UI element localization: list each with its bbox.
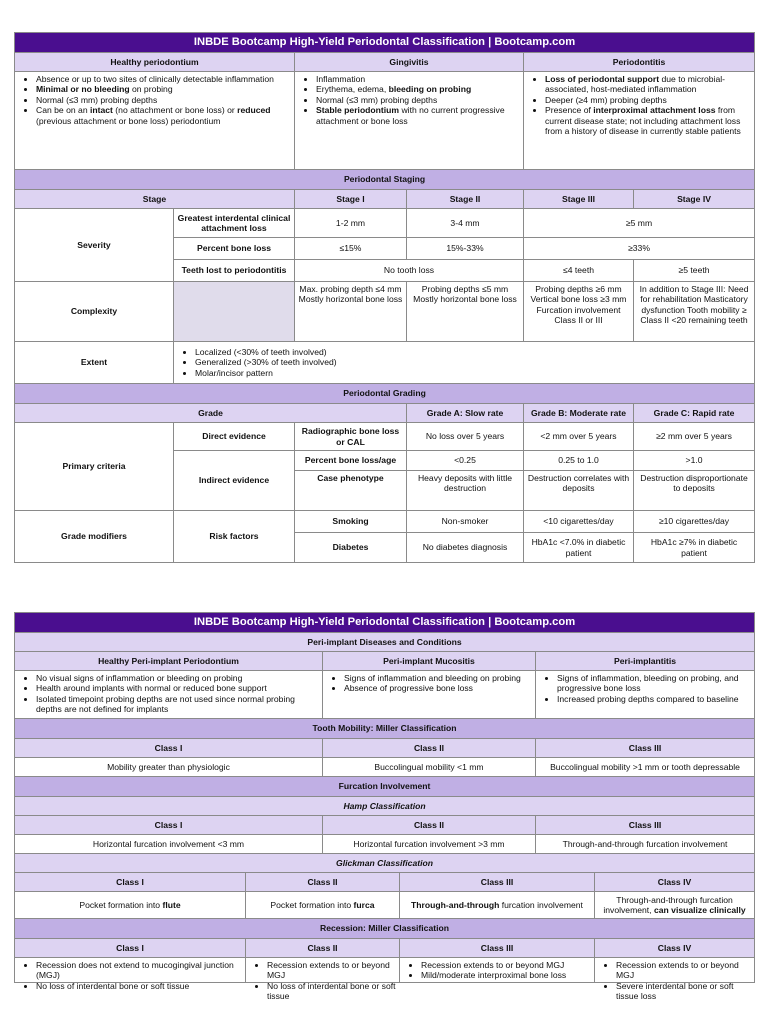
list-item: • Recession extends to or beyond MGJ: [267, 960, 396, 981]
glickman-4-text: Through-and-through furcation involvement,: [603, 894, 733, 915]
list-item: • Presence of interproximal attachment loss from current disease state; not including attachment loss from a history of disease in currently stable patients: [545, 105, 751, 136]
bone-stage-3-4: ≥33%: [524, 238, 755, 260]
cal-stage-1: 1-2 mm: [295, 209, 407, 238]
list-item: • Can be on an intact (no attachment or bone loss) or reduced (previous attachment or bone loss) periodontium: [36, 105, 291, 126]
recession-class-4-header: Class IV: [595, 939, 755, 958]
page-2-title: INBDE Bootcamp High-Yield Periodontal Classification | Bootcamp.com: [15, 613, 755, 633]
extent-cell: [174, 342, 755, 384]
stage-header: Stage: [15, 190, 295, 209]
glickman-class-1: [15, 892, 246, 919]
peri-implant-title: Peri-implant Diseases and Conditions: [15, 633, 755, 652]
list-item: • Isolated timepoint probing depths are not used since normal probing depths are not defined for implants: [36, 694, 319, 715]
mobility-class-2-header: Class II: [323, 739, 536, 758]
pheno-grade-b: Destruction correlates with deposits: [524, 471, 634, 511]
radio-grade-b: <2 mm over 5 years: [524, 423, 634, 451]
staging-title: Periodontal Staging: [15, 170, 755, 190]
hamp-class-2-header: Class II: [323, 816, 536, 835]
hamp-class-1: Horizontal furcation involvement <3 mm: [15, 835, 323, 854]
recession-class-3-header: Class III: [400, 939, 595, 958]
teeth-stage-4: ≥5 teeth: [634, 260, 755, 282]
grade-header: Grade: [15, 404, 407, 423]
healthy-implant-cell: [15, 671, 323, 719]
complexity-stage-2: Probing depths ≤5 mm Mostly horizontal bone loss: [407, 282, 524, 342]
list-item: • Health around implants with normal or reduced bone support: [36, 683, 319, 693]
diabetes-grade-b: HbA1c <7.0% in diabetic patient: [524, 533, 634, 563]
list-item: • Loss of periodontal support due to microbial-associated, host-mediated inflammation: [545, 74, 751, 95]
risk-factors-label: Risk factors: [174, 511, 295, 563]
furcation-title: Furcation Involvement: [15, 777, 755, 797]
list-item: • No loss of interdental bone or soft tissue: [267, 981, 396, 1002]
list-item: • Molar/incisor pattern: [195, 368, 751, 378]
list-item: • Normal (≤3 mm) probing depths: [36, 95, 291, 105]
phenotype-label: Case phenotype: [295, 471, 407, 511]
glickman-class-4: [595, 892, 755, 919]
smoking-label: Smoking: [295, 511, 407, 533]
list-item: • Erythema, edema, bleeding on probing: [316, 84, 520, 94]
pheno-grade-a: Heavy deposits with little destruction: [407, 471, 524, 511]
radio-grade-c: ≥2 mm over 5 years: [634, 423, 755, 451]
glickman-3-bold: Through-and-through: [411, 899, 500, 910]
complexity-stage-3: Probing depths ≥6 mm Vertical bone loss ≥3 mm Furcation involvement Class II or III: [524, 282, 634, 342]
glickman-2-bold: furca: [353, 899, 375, 910]
grading-title: Periodontal Grading: [15, 384, 755, 404]
recession-class-2-header: Class II: [246, 939, 400, 958]
recession-1-list: [18, 960, 242, 991]
glickman-class-2: [246, 892, 400, 919]
hamp-class-2: Horizontal furcation involvement >3 mm: [323, 835, 536, 854]
glickman-2-text: Pocket formation into: [270, 899, 354, 910]
cal-stage-2: 3-4 mm: [407, 209, 524, 238]
healthy-header: Healthy periodontium: [15, 53, 295, 72]
radiographic-label: Radiographic bone loss or CAL: [295, 423, 407, 451]
complexity-stage-1: Max. probing depth ≤4 mm Mostly horizontal bone loss: [295, 282, 407, 342]
radio-grade-a: No loss over 5 years: [407, 423, 524, 451]
teeth-stage-1-2: No tooth loss: [295, 260, 524, 282]
pct-grade-c: >1.0: [634, 451, 755, 471]
gingivitis-list: [298, 74, 520, 126]
severity-label: Severity: [15, 209, 174, 282]
glickman-3-text: furcation involvement: [499, 899, 583, 910]
smoking-grade-b: <10 cigarettes/day: [524, 511, 634, 533]
primary-criteria-label: Primary criteria: [15, 423, 174, 511]
bone-stage-2: 15%-33%: [407, 238, 524, 260]
mucositis-list: [326, 673, 532, 694]
page-2: [14, 612, 754, 1002]
list-item: • Generalized (>30% of teeth involved): [195, 357, 751, 367]
stage-4-header: Stage IV: [634, 190, 755, 209]
list-item: • Deeper (≥4 mm) probing depths: [545, 95, 751, 105]
diabetes-label: Diabetes: [295, 533, 407, 563]
recession-class-1-header: Class I: [15, 939, 246, 958]
extent-label: Extent: [15, 342, 174, 384]
pct-grade-b: 0.25 to 1.0: [524, 451, 634, 471]
recession-class-2: [246, 958, 400, 1002]
peri-implant-table: [14, 612, 755, 1002]
list-item: • Normal (≤3 mm) probing depths: [316, 95, 520, 105]
gingivitis-cell: [295, 72, 524, 170]
diabetes-grade-a: No diabetes diagnosis: [407, 533, 524, 563]
smoking-grade-c: ≥10 cigarettes/day: [634, 511, 755, 533]
recession-3-list: [403, 960, 591, 981]
page-title: INBDE Bootcamp High-Yield Periodontal Classification | Bootcamp.com: [15, 33, 755, 53]
mucositis-cell: [323, 671, 536, 719]
list-item: • Recession extends to or beyond MGJ: [421, 960, 591, 970]
complexity-label: Complexity: [15, 282, 174, 342]
glickman-4-bold: can visualize clinically: [653, 905, 746, 915]
list-item: • Recession does not extend to mucogingival junction (MGJ): [36, 960, 242, 981]
smoking-grade-a: Non-smoker: [407, 511, 524, 533]
glickman-class-3-header: Class III: [400, 873, 595, 892]
glickman-class-4-header: Class IV: [595, 873, 755, 892]
peri-implantitis-list: [539, 673, 751, 704]
extent-list: [177, 347, 751, 378]
peri-implantitis-header: Peri-implantitis: [536, 652, 755, 671]
grade-b-header: Grade B: Moderate rate: [524, 404, 634, 423]
mobility-class-1: Mobility greater than physiologic: [15, 758, 323, 777]
pct-grade-a: <0.25: [407, 451, 524, 471]
grade-modifiers-label: Grade modifiers: [15, 511, 174, 563]
periodontal-classification-table: [14, 32, 755, 563]
list-item: • No visual signs of inflammation or bleeding on probing: [36, 673, 319, 683]
list-item: • Localized (<30% of teeth involved): [195, 347, 751, 357]
bone-loss-label: Percent bone loss: [174, 238, 295, 260]
mobility-class-3-header: Class III: [536, 739, 755, 758]
mobility-class-1-header: Class I: [15, 739, 323, 758]
stage-3-header: Stage III: [524, 190, 634, 209]
hamp-class-3-header: Class III: [536, 816, 755, 835]
glickman-class-1-header: Class I: [15, 873, 246, 892]
periodontitis-cell: [524, 72, 755, 170]
hamp-class-1-header: Class I: [15, 816, 323, 835]
glickman-1-bold: flute: [162, 899, 181, 910]
list-item: • Minimal or no bleeding on probing: [36, 84, 291, 94]
pct-bone-age-label: Percent bone loss/age: [295, 451, 407, 471]
peri-implantitis-cell: [536, 671, 755, 719]
pheno-grade-c: Destruction disproportionate to deposits: [634, 471, 755, 511]
stage-1-header: Stage I: [295, 190, 407, 209]
healthy-implant-header: Healthy Peri-implant Periodontium: [15, 652, 323, 671]
mucositis-header: Peri-implant Mucositis: [323, 652, 536, 671]
recession-class-4: [595, 958, 755, 1002]
list-item: • Absence of progressive bone loss: [344, 683, 532, 693]
healthy-implant-list: [18, 673, 319, 715]
recession-2-list: [249, 960, 396, 1002]
list-item: • Recession extends to or beyond MGJ: [616, 960, 751, 981]
page-1: [14, 32, 754, 563]
gingivitis-header: Gingivitis: [295, 53, 524, 72]
mobility-title: Tooth Mobility: Miller Classification: [15, 719, 755, 739]
mobility-class-3: Buccolingual mobility >1 mm or tooth depressable: [536, 758, 755, 777]
healthy-list: [18, 74, 291, 126]
diabetes-grade-c: HbA1c ≥7% in diabetic patient: [634, 533, 755, 563]
complexity-stage-4: In addition to Stage III: Need for rehabilitation Masticatory dysfunction Tooth mobility ≥ Class II <20 remaining teeth: [634, 282, 755, 342]
cal-label: Greatest interdental clinical attachment loss: [174, 209, 295, 238]
list-item: • Signs of inflammation and bleeding on probing: [344, 673, 532, 683]
indirect-evidence-label: Indirect evidence: [174, 451, 295, 511]
recession-class-1: [15, 958, 246, 991]
glickman-class-2-header: Class II: [246, 873, 400, 892]
grade-a-header: Grade A: Slow rate: [407, 404, 524, 423]
mobility-class-2: Buccolingual mobility <1 mm: [323, 758, 536, 777]
complexity-blank: [174, 282, 295, 342]
list-item: • Mild/moderate interproximal bone loss: [421, 970, 591, 980]
direct-evidence-label: Direct evidence: [174, 423, 295, 451]
glickman-title: Glickman Classification: [15, 854, 755, 873]
teeth-lost-label: Teeth lost to periodontitis: [174, 260, 295, 282]
cal-stage-3-4: ≥5 mm: [524, 209, 755, 238]
list-item: • No loss of interdental bone or soft tissue: [36, 981, 242, 991]
list-item: • Increased probing depths compared to baseline: [557, 694, 751, 704]
list-item: • Absence or up to two sites of clinically detectable inflammation: [36, 74, 291, 84]
grade-c-header: Grade C: Rapid rate: [634, 404, 755, 423]
healthy-cell: [15, 72, 295, 170]
recession-title: Recession: Miller Classification: [15, 919, 755, 939]
periodontitis-list: [527, 74, 751, 137]
glickman-1-text: Pocket formation into: [79, 899, 163, 910]
stage-2-header: Stage II: [407, 190, 524, 209]
list-item: • Inflammation: [316, 74, 520, 84]
list-item: • Severe interdental bone or soft tissue loss: [616, 981, 751, 1002]
recession-4-list: [598, 960, 751, 1002]
list-item: • Stable periodontium with no current progressive attachment or bone loss: [316, 105, 520, 126]
periodontitis-header: Periodontitis: [524, 53, 755, 72]
glickman-class-3: [400, 892, 595, 919]
hamp-class-3: Through-and-through furcation involvement: [536, 835, 755, 854]
list-item: • Signs of inflammation, bleeding on probing, and progressive bone loss: [557, 673, 751, 694]
recession-class-3: [400, 958, 595, 983]
bone-stage-1: ≤15%: [295, 238, 407, 260]
hamp-title: Hamp Classification: [15, 797, 755, 816]
teeth-stage-3: ≤4 teeth: [524, 260, 634, 282]
